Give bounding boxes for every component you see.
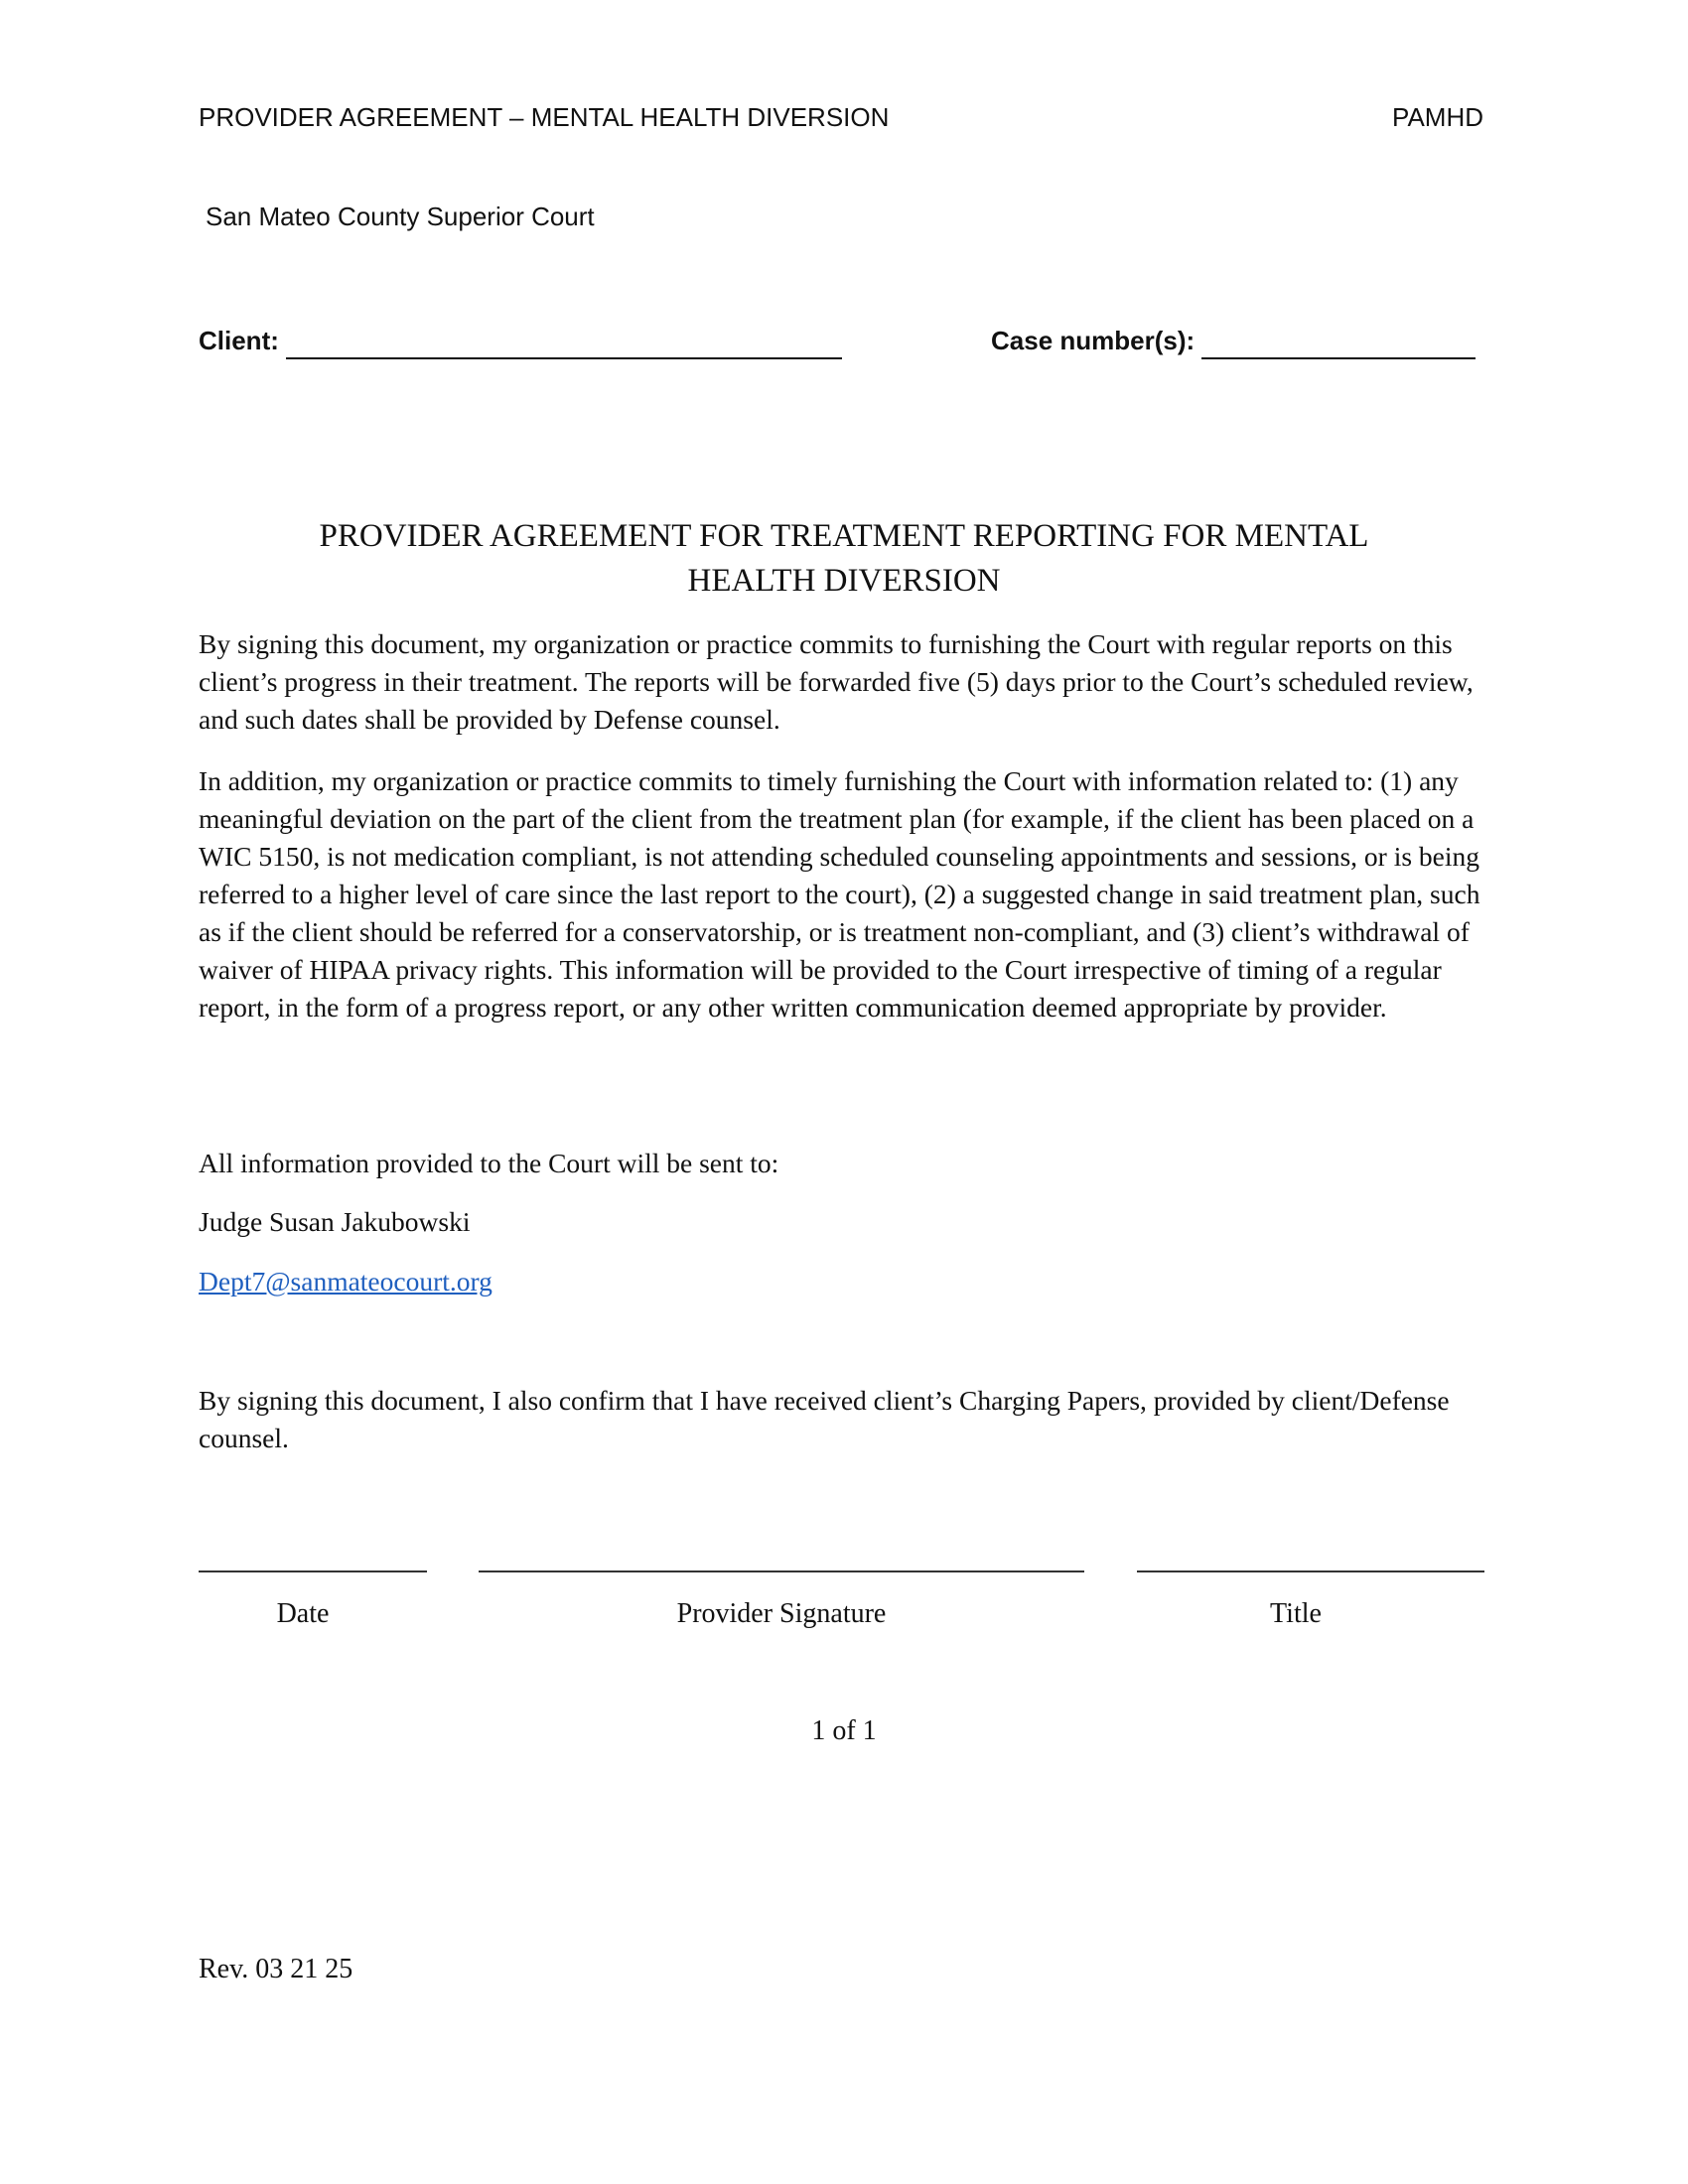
document-title-line-1: PROVIDER AGREEMENT FOR TREATMENT REPORTING FOR MENTAL <box>319 518 1369 554</box>
header-form-code: PAMHD <box>1392 102 1483 132</box>
charging-papers-confirmation: By signing this document, I also confirm that I have received client’s Charging Papers, provided by client/Defense counsel. <box>199 1385 1450 1453</box>
sent-to-text: All information provided to the Court will be sent to: <box>199 1148 779 1178</box>
court-name: San Mateo County Superior Court <box>206 202 595 231</box>
title-signature-line[interactable] <box>1137 1570 1484 1572</box>
document-title <box>199 514 1489 604</box>
reporting-commitment-paragraph: By signing this document, my organization or practice commits to furnishing the Court with regular reports on this client’s progress in their treatment. The reports will be forwarded five (5) days prior to the Court’s scheduled review, and such dates shall be provided by Defense counsel. <box>199 628 1474 735</box>
case-number-label: Case number(s): <box>991 326 1196 355</box>
header-form-title: PROVIDER AGREEMENT – MENTAL HEALTH DIVERSION <box>199 102 890 132</box>
client-field[interactable] <box>286 357 842 359</box>
revision-date: Rev. 03 21 25 <box>199 1954 353 1984</box>
judge-name: Judge Susan Jakubowski <box>199 1206 471 1237</box>
client-label: Client: <box>199 326 279 355</box>
court-email-link[interactable]: Dept7@sanmateocourt.org <box>199 1266 492 1297</box>
document-title-line-2: HEALTH DIVERSION <box>687 563 1001 599</box>
date-label: Date <box>276 1598 330 1629</box>
title-label: Title <box>1270 1598 1322 1629</box>
information-commitment-paragraph: In addition, my organization or practice commits to timely furnishing the Court with information related to: (1) any meaningful deviation on the part of the client from the treatment plan (for example, if the client has been placed on a WIC 5150, is not medication compliant, is not attending scheduled counseling appointments and sessions, or is being referred to a higher level of care since the last report to the court), (2) a suggested change in said treatment plan, such as if the client should be referred for a conservatorship, or is treatment non-compliant, and (3) client’s withdrawal of waiver of HIPAA privacy rights. This information will be provided to the Court irrespective of timing of a regular report, in the form of a progress report, or any other written communication deemed appropriate by provider. <box>199 765 1480 1023</box>
provider-signature-line[interactable] <box>479 1570 1084 1572</box>
page-number: 1 of 1 <box>811 1715 877 1746</box>
date-signature-line[interactable] <box>199 1570 427 1572</box>
case-number-field[interactable] <box>1201 357 1476 359</box>
provider-signature-label: Provider Signature <box>676 1598 887 1629</box>
